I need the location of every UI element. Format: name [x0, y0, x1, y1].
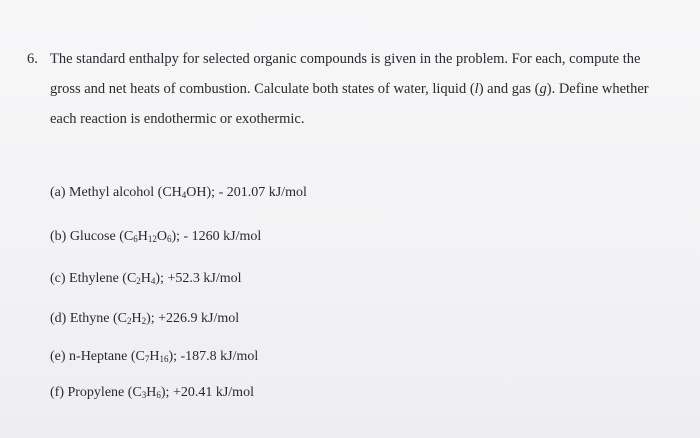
part-b-glucose: [50, 228, 261, 248]
subscript: 6: [166, 234, 172, 244]
text-segment: ) and gas (: [478, 81, 540, 97]
subscript: 6: [133, 234, 138, 244]
part-text: ); +226.9 kJ/mol: [146, 311, 240, 326]
part-text: (b) Glucose (C: [50, 229, 134, 244]
question-text-line-3: each reaction is endothermic or exothermic.: [50, 111, 305, 127]
subscript: 2: [141, 316, 147, 326]
subscript: 7: [144, 354, 150, 364]
part-text: (f) Propylene (C: [50, 385, 142, 400]
part-d-ethyne: [50, 310, 239, 330]
part-a-methyl-alcohol: [50, 184, 307, 204]
part-text: (d) Ethyne (C: [50, 311, 127, 326]
part-text: H: [146, 385, 157, 400]
subscript: 2: [136, 276, 141, 286]
part-e-n-heptane: [50, 348, 258, 368]
part-text: ); - 1260 kJ/mol: [171, 229, 262, 244]
subscript: 4: [150, 276, 156, 286]
subscript: 4: [181, 190, 187, 200]
part-text: H: [137, 229, 148, 244]
part-c-ethylene: [50, 270, 242, 290]
subscript: 12: [147, 234, 157, 244]
part-text: ); +52.3 kJ/mol: [155, 271, 242, 286]
text-segment: gross and net heats of combustion. Calculate both states of water, liquid (: [50, 81, 475, 97]
subscript: 3: [141, 390, 147, 400]
question-text-line-2: [50, 80, 649, 98]
subscript: 2: [126, 316, 132, 326]
part-text: ); +20.41 kJ/mol: [160, 385, 254, 400]
part-text: H: [131, 311, 142, 326]
part-text: (a) Methyl alcohol (CH: [50, 185, 182, 200]
part-text: (c) Ethylene (C: [50, 271, 137, 286]
part-text: OH); - 201.07 kJ/mol: [186, 185, 307, 200]
liquid-symbol: l: [474, 81, 479, 97]
part-text: H: [140, 271, 151, 286]
text-segment: ). Define whether: [546, 81, 649, 97]
subscript: 16: [159, 354, 169, 364]
part-text: ); -187.8 kJ/mol: [168, 349, 259, 364]
question-text-line-1: The standard enthalpy for selected organic compounds is given in the problem. For each, compute the: [50, 51, 641, 67]
part-text: O: [156, 229, 167, 244]
question-number: 6.: [27, 51, 38, 67]
gas-symbol: g: [539, 81, 547, 97]
part-text: H: [149, 349, 160, 364]
part-text: (e) n-Heptane (C: [50, 349, 145, 364]
part-f-propylene: [50, 384, 254, 404]
subscript: 6: [156, 390, 161, 400]
